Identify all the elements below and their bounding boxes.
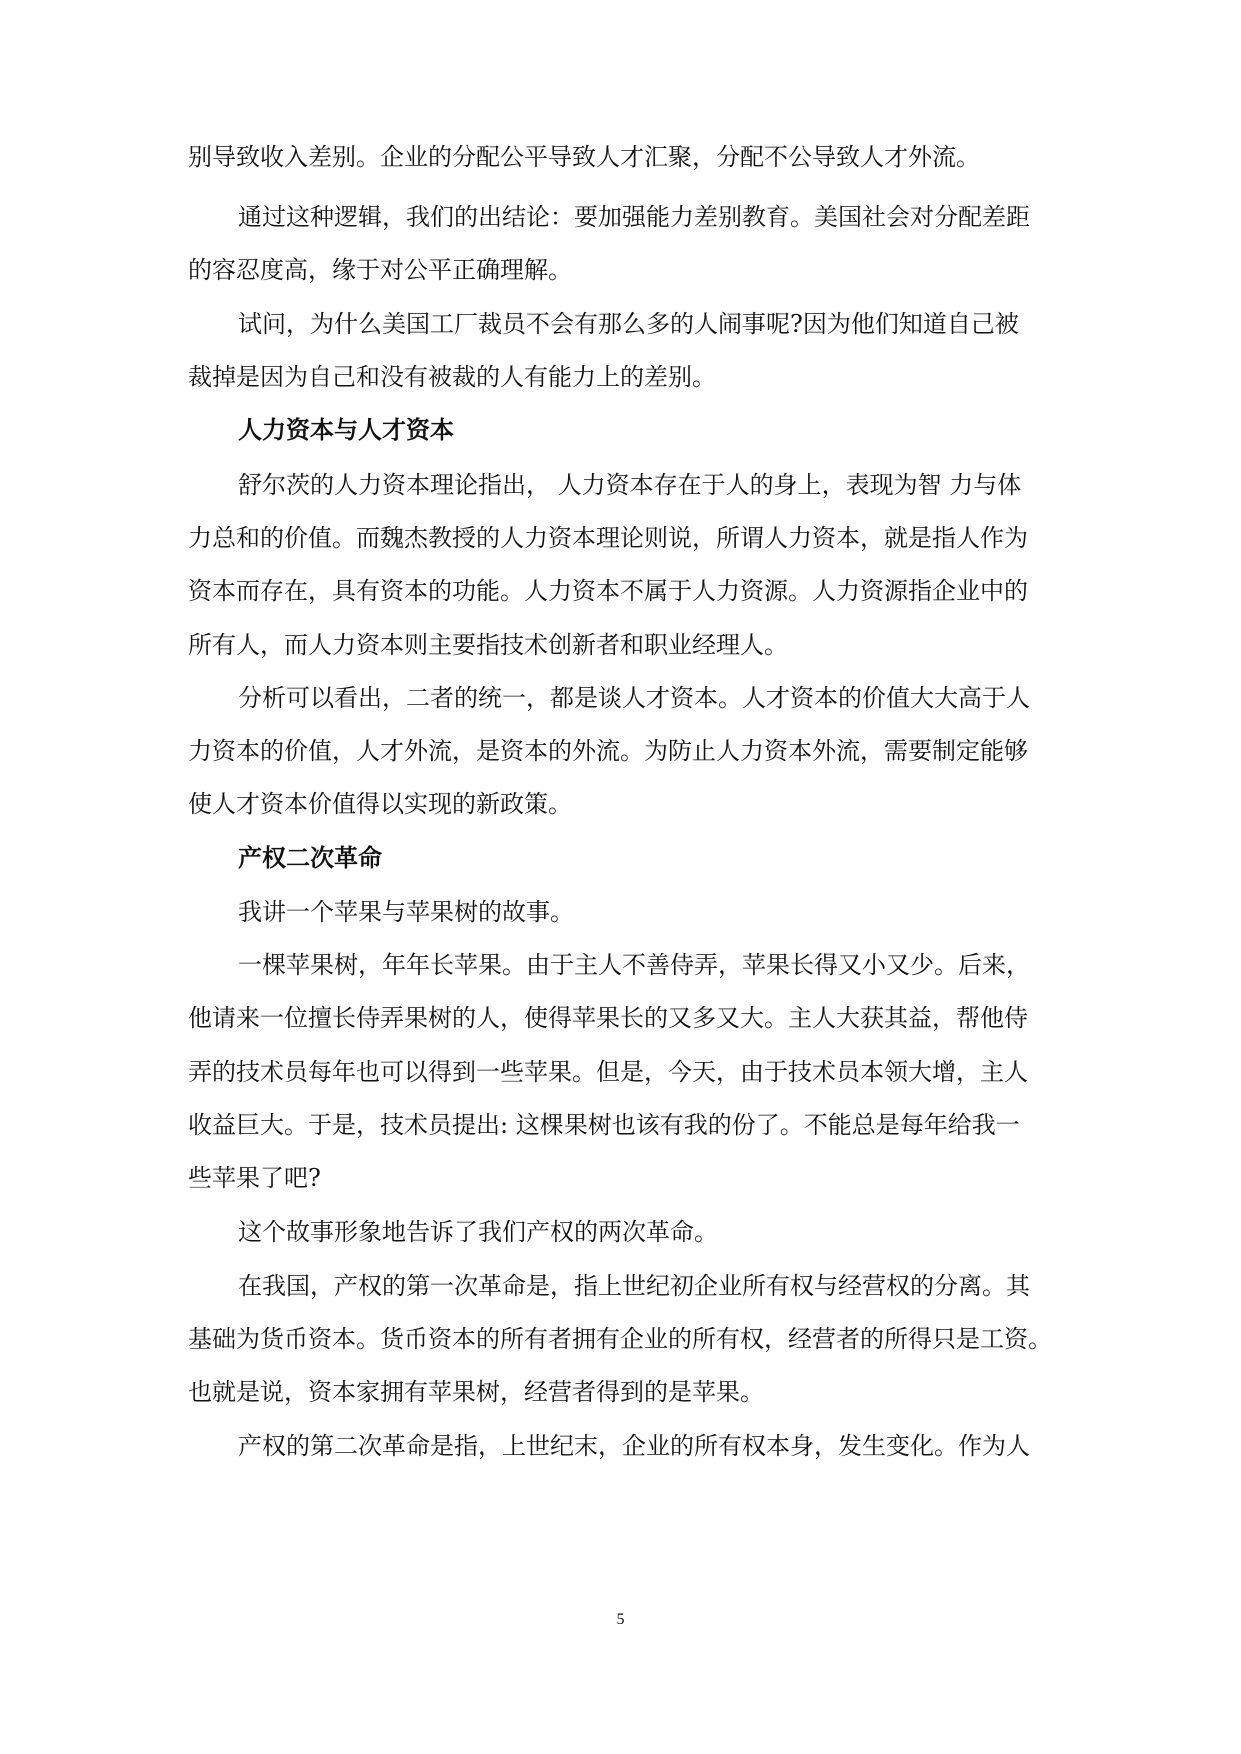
text-line: 也就是说，资本家拥有苹果树，经营者得到的是苹果。 [188, 1378, 764, 1406]
section-heading: 产权二次革命 [238, 843, 382, 872]
text-line: 这个故事形象地告诉了我们产权的两次革命。 [238, 1218, 718, 1246]
section-heading: 人力资本与人才资本 [238, 415, 454, 444]
text-line: 使人才资本价值得以实现的新政策。 [188, 790, 572, 818]
text-line: 基础为货币资本。货币资本的所有者拥有企业的所有权，经营者的所得只是工资。 [188, 1325, 1052, 1353]
text-line: 一棵苹果树，年年长苹果。由于主人不善侍弄，苹果长得又小又少。后来， [238, 951, 1030, 979]
text-line: 分析可以看出，二者的统一，都是谈人才资本。人才资本的价值大大高于人 [238, 684, 1030, 712]
text-line: 的容忍度高，缘于对公平正确理解。 [188, 256, 572, 284]
text-line: 收益巨大。于是，技术员提出: 这棵果树也该有我的份了。不能总是每年给我一 [188, 1111, 1020, 1139]
text-line: 些苹果了吧? [188, 1164, 321, 1192]
text-line: 裁掉是因为自己和没有被裁的人有能力上的差别。 [188, 363, 716, 391]
text-line: 通过这种逻辑，我们的出结论：要加强能力差别教育。美国社会对分配差距 [238, 203, 1030, 231]
text-line: 力总和的价值。而魏杰教授的人力资本理论则说，所谓人力资本，就是指人作为 [188, 524, 1028, 552]
text-line: 弄的技术员每年也可以得到一些苹果。但是，今天，由于技术员本领大增，主人 [188, 1058, 1028, 1086]
text-line: 试问，为什么美国工厂裁员不会有那么多的人闹事呢?因为他们知道自己被 [238, 310, 1019, 338]
page-number: 5 [616, 1611, 625, 1628]
text-line: 资本而存在，具有资本的功能。人力资本不属于人力资源。人力资源指企业中的 [188, 577, 1028, 605]
text-line: 在我国，产权的第一次革命是，指上世纪初企业所有权与经营权的分离。其 [238, 1272, 1030, 1300]
text-line: 他请来一位擅长侍弄果树的人，使得苹果长的又多又大。主人大获其益，帮他侍 [188, 1004, 1028, 1032]
text-line: 所有人，而人力资本则主要指技术创新者和职业经理人。 [188, 631, 788, 659]
text-line: 力资本的价值，人才外流，是资本的外流。为防止人力资本外流，需要制定能够 [188, 737, 1028, 765]
text-line: 我讲一个苹果与苹果树的故事。 [238, 898, 574, 926]
text-line: 舒尔茨的人力资本理论指出， 人力资本存在于人的身上，表现为智 力与体 [238, 471, 1022, 499]
text-line: 产权的第二次革命是指，上世纪末，企业的所有权本身，发生变化。作为人 [238, 1432, 1030, 1460]
text-line: 别导致收入差别。企业的分配公平导致人才汇聚，分配不公导致人才外流。 [188, 143, 980, 171]
